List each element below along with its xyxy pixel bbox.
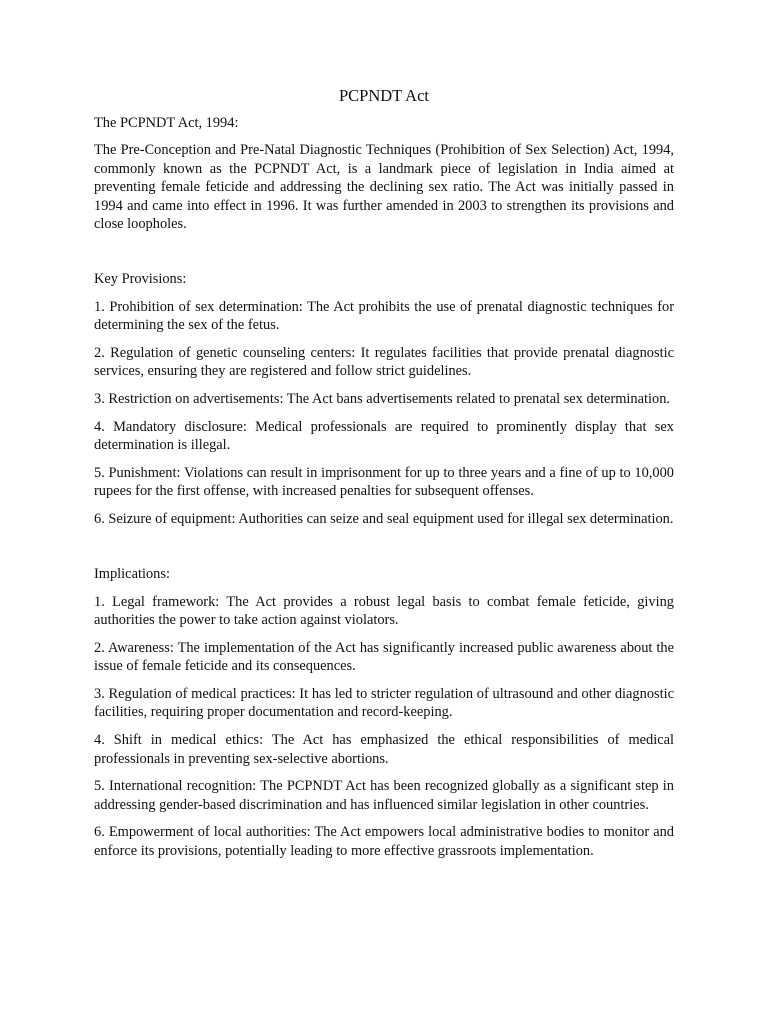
- list-item: 4. Mandatory disclosure: Medical professionals are required to prominently display that sex determination is illegal.: [94, 418, 674, 454]
- list-item: 3. Regulation of medical practices: It has led to stricter regulation of ultrasound and other diagnostic facilities, requiring proper documentation and record-keeping.: [94, 686, 674, 721]
- implications-heading: Implications:: [94, 566, 170, 583]
- intro-paragraph: The Pre-Conception and Pre-Natal Diagnostic Techniques (Prohibition of Sex Selection) Act, 1994, commonly known as the PCPNDT Act, is a landmark piece of legislation in India aimed at preventing female feticide and addressing the declining sex ratio. The Act was initially passed in 1994 and came into effect in 1996. It was further amended in 2003 to strengthen its provisions and close loopholes.: [94, 142, 674, 233]
- list-item: 1. Prohibition of sex determination: The Act prohibits the use of prenatal diagnostic techniques for determining the sex of the fetus.: [94, 298, 674, 334]
- list-item: 6. Seizure of equipment: Authorities can seize and seal equipment used for illegal sex determination.: [94, 510, 674, 527]
- document-page: [94, 86, 674, 869]
- list-item: 5. International recognition: The PCPNDT Act has been recognized globally as a significant step in addressing gender-based discrimination and has influenced similar legislation in other countries.: [94, 778, 674, 813]
- list-item: 2. Awareness: The implementation of the Act has significantly increased public awareness about the issue of female feticide and its consequences.: [94, 639, 674, 675]
- list-item: 6. Empowerment of local authorities: The Act empowers local administrative bodies to monitor and enforce its provisions, potentially leading to more effective grassroots implementation.: [94, 824, 674, 859]
- list-item: 4. Shift in medical ethics: The Act has emphasized the ethical responsibilities of medical professionals in preventing sex-selective abortions.: [94, 732, 674, 767]
- document-subtitle: The PCPNDT Act, 1994:: [94, 115, 239, 131]
- list-item: 5. Punishment: Violations can result in imprisonment for up to three years and a fine of up to 10,000 rupees for the first offense, with increased penalties for subsequent offenses.: [94, 464, 674, 500]
- list-item: 3. Restriction on advertisements: The Act bans advertisements related to prenatal sex determination.: [94, 391, 670, 408]
- provisions-list: [94, 298, 674, 529]
- list-item: 2. Regulation of genetic counseling centers: It regulates facilities that provide prenatal diagnostic services, ensuring they are registered and follow strict guidelines.: [94, 344, 674, 380]
- list-item: 1. Legal framework: The Act provides a robust legal basis to combat female feticide, giving authorities the power to take action against violators.: [94, 593, 674, 629]
- implications-list: [94, 593, 674, 860]
- document-title: PCPNDT Act: [338, 86, 429, 105]
- provisions-heading: Key Provisions:: [94, 271, 187, 288]
